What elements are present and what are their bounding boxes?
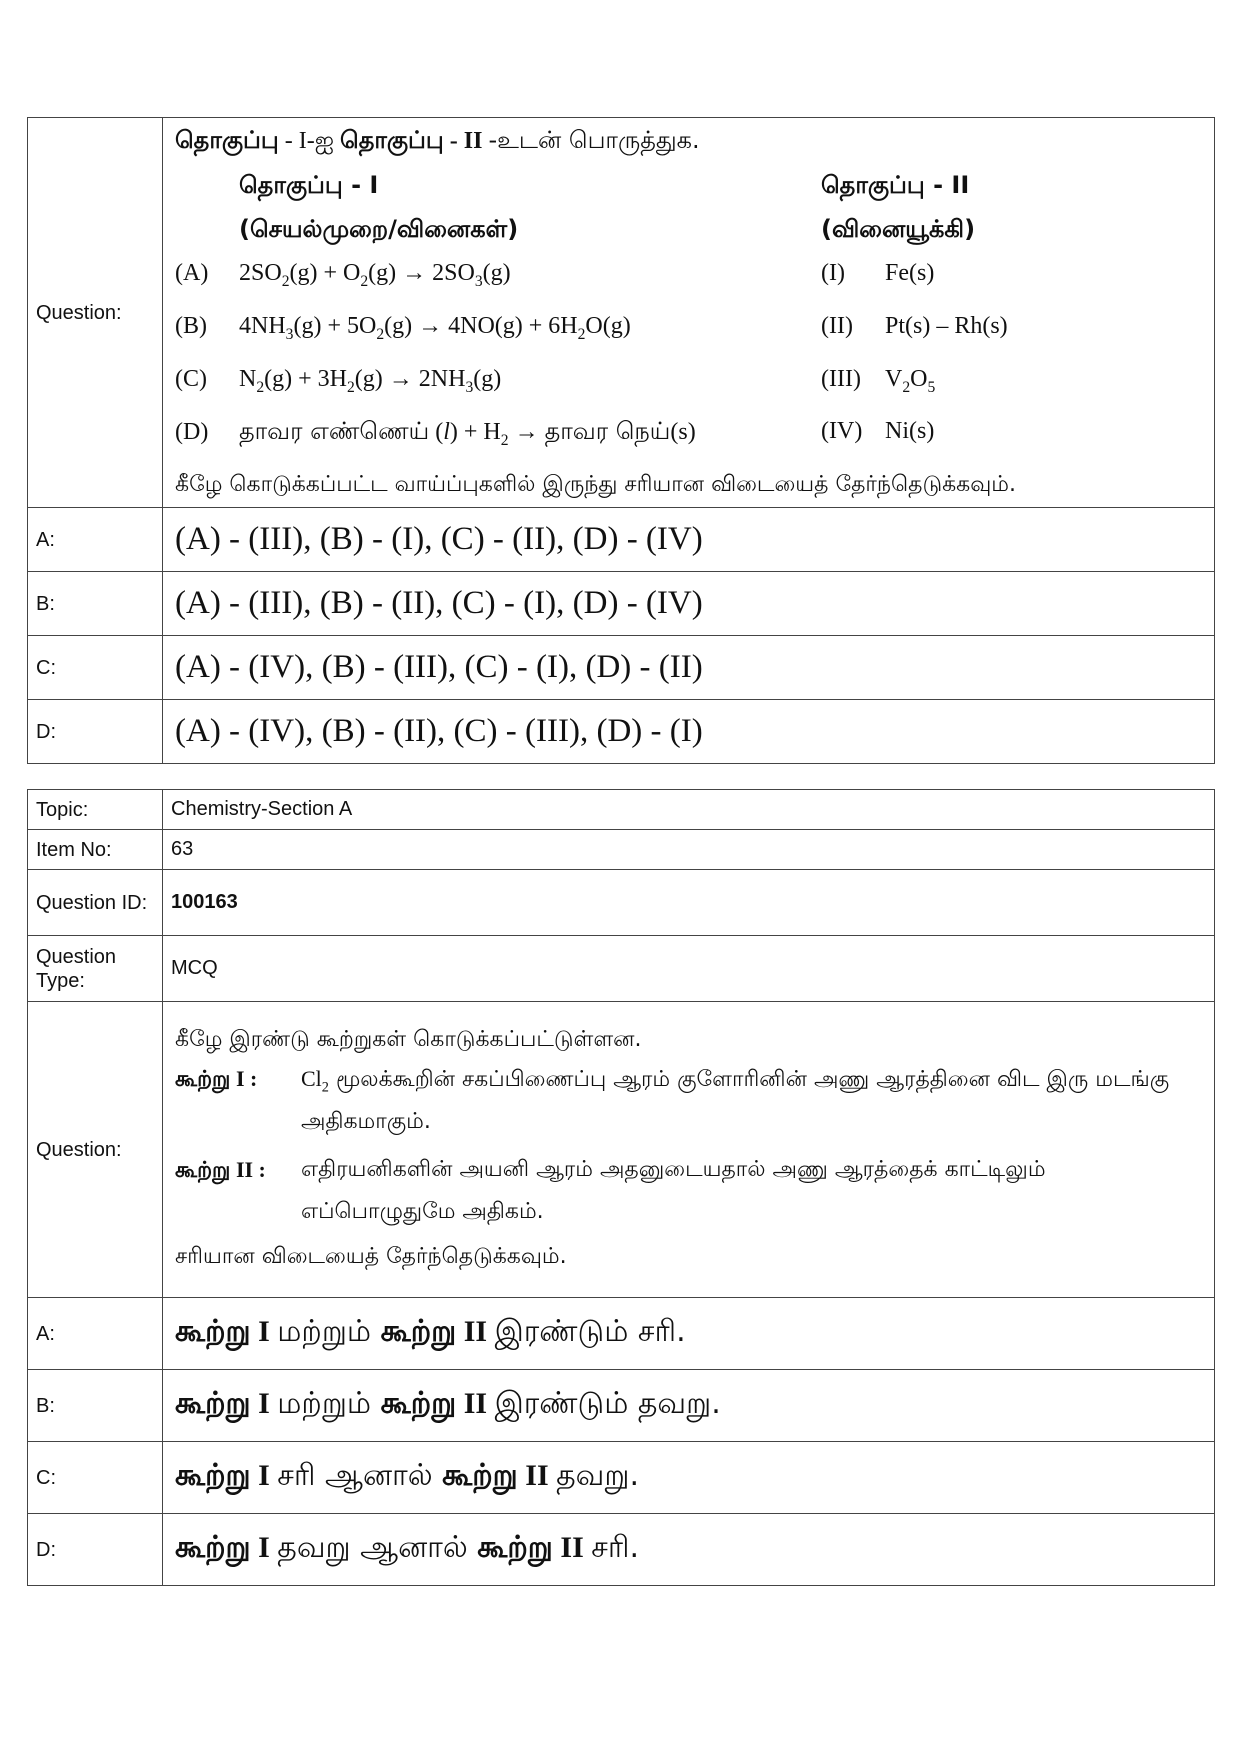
col1-sub: (செயல்முறை/வினைகள்): [239, 215, 519, 243]
column-subheaders: [175, 207, 1214, 251]
question-id-value: 100163: [163, 870, 1215, 936]
option-text: கூற்று I மற்றும் கூற்று II இரண்டும் சரி.: [163, 1298, 1215, 1370]
reaction-equation: $2SO_2(g) + O_2(g) \to 2SO_3(g)$: [239, 260, 511, 290]
option-row: [28, 572, 1215, 636]
match-row: [175, 251, 1214, 304]
statement-1: [175, 1062, 1204, 1138]
instruction: கீழே கொடுக்கப்பட்ட வாய்ப்புகளில் இருந்து சரியான விடையைத் தேர்ந்தெடுக்கவும்.: [175, 472, 1016, 498]
question-body: [163, 118, 1215, 508]
question-type-label: Question Type:: [28, 936, 163, 1002]
topic-label: Topic:: [28, 790, 163, 830]
statements-intro: கீழே இரண்டு கூற்றுகள் கொடுக்கப்பட்டுள்ளன.: [175, 1027, 642, 1053]
question-label: Question:: [28, 1002, 163, 1298]
catalyst-name: Fe(s): [885, 260, 935, 286]
option-label: D:: [28, 700, 163, 764]
catalyst-tag: (IV): [821, 418, 863, 445]
reaction: [175, 251, 821, 304]
instruction: சரியான விடையைத் தேர்ந்தெடுக்கவும்.: [175, 1243, 567, 1269]
statement-2-text: எதிரயனிகளின் அயனி ஆரம் அதனுடையதால் அணு ஆரத்தைக் காட்டிலும் எப்பொழுதுமே அதிகம்.: [301, 1156, 1046, 1224]
intro-part: - I-ஐ: [278, 128, 341, 154]
question-row: [28, 1002, 1215, 1298]
reaction: [175, 409, 821, 463]
question-type-value: MCQ: [163, 936, 1215, 1002]
reaction-equation: $N_2(g) + 3H_2(g) \to 2NH_3(g)$: [239, 365, 502, 396]
intro-part: தொகுப்பு: [175, 126, 279, 154]
question-id-label: Question ID:: [28, 870, 163, 936]
option-row: [28, 700, 1215, 764]
reaction-tag: (A): [175, 260, 209, 286]
question-label: Question:: [28, 118, 163, 508]
meta-row: [28, 830, 1215, 870]
option-label: C:: [28, 1442, 163, 1514]
option-row: [28, 508, 1215, 572]
option-text: (A) - (IV), (B) - (II), (C) - (III), (D) - (I): [163, 700, 1215, 764]
option-label: C:: [28, 636, 163, 700]
reaction-equation: $4NH_3(g) + 5O_2(g) \to 4NO(g) + 6H_2O(g)$: [239, 312, 631, 343]
question-table-2: [27, 789, 1215, 1586]
catalyst: [821, 251, 1214, 304]
option-row: [28, 1514, 1215, 1586]
question-body: [163, 1002, 1215, 1298]
statement-2-key: கூற்று II :: [175, 1156, 266, 1183]
meta-row: [28, 936, 1215, 1002]
match-row: [175, 304, 1214, 357]
option-row: [28, 636, 1215, 700]
option-label: B:: [28, 572, 163, 636]
option-text: கூற்று I மற்றும் கூற்று II இரண்டும் தவறு.: [163, 1370, 1215, 1442]
option-label: A:: [28, 508, 163, 572]
reaction: [175, 357, 821, 410]
col1-head: தொகுப்பு - I: [239, 171, 379, 199]
reaction-tag: (C): [175, 365, 207, 392]
item-no-label: Item No:: [28, 830, 163, 870]
meta-row: [28, 790, 1215, 830]
question-row: [28, 118, 1215, 508]
col2-sub: (வினையூக்கி): [821, 215, 976, 243]
option-label: B:: [28, 1370, 163, 1442]
match-rows: [175, 251, 1214, 463]
option-text: (A) - (III), (B) - (II), (C) - (I), (D) - (IV): [163, 572, 1215, 636]
intro-part: தொகுப்பு: [340, 126, 444, 154]
intro-part: - II: [443, 128, 489, 154]
option-row: [28, 1370, 1215, 1442]
option-row: [28, 1298, 1215, 1370]
reaction-tag: (B): [175, 312, 207, 339]
catalyst-tag: (I): [821, 260, 845, 286]
match-intro: [175, 118, 1214, 163]
reaction: [175, 304, 821, 357]
catalyst-name: Ni(s): [885, 418, 935, 445]
statement-1-text: $Cl_2$ மூலக்கூறின் சகப்பிணைப்பு ஆரம் குளோரினின் அணு ஆரத்தினை விட இரு மடங்கு அதிகமாகும்.: [301, 1066, 1170, 1134]
catalyst-tag: (II): [821, 312, 853, 339]
option-text: கூற்று I சரி ஆனால் கூற்று II தவறு.: [163, 1442, 1215, 1514]
statement-1-key: கூற்று I :: [175, 1066, 258, 1093]
option-text: (A) - (III), (B) - (I), (C) - (II), (D) - (IV): [163, 508, 1215, 572]
statement-2: [175, 1149, 1204, 1233]
option-row: [28, 1442, 1215, 1514]
question-table-1: [27, 117, 1215, 764]
intro-part: -உடன் பொருத்துக.: [488, 126, 700, 154]
option-label: D:: [28, 1514, 163, 1586]
reaction-equation: தாவர எண்ணெய் $(l) + H_2$ → தாவர நெய்(s): [239, 417, 696, 450]
catalyst-name: Pt(s) – Rh(s): [885, 312, 1008, 339]
catalyst: [821, 357, 1214, 410]
catalyst-name: $V_2O_5$: [885, 365, 936, 396]
match-row: [175, 409, 1214, 463]
catalyst-tag: (III): [821, 365, 861, 392]
option-text: கூற்று I தவறு ஆனால் கூற்று II சரி.: [163, 1514, 1215, 1586]
catalyst: [821, 304, 1214, 357]
option-label: A:: [28, 1298, 163, 1370]
reaction-tag: (D): [175, 419, 209, 446]
column-headers: [175, 163, 1214, 207]
option-text: (A) - (IV), (B) - (III), (C) - (I), (D) - (II): [163, 636, 1215, 700]
catalyst: [821, 409, 1214, 463]
item-no-value: 63: [163, 830, 1215, 870]
col2-head: தொகுப்பு - II: [821, 171, 970, 199]
topic-value: Chemistry-Section A: [163, 790, 1215, 830]
match-row: [175, 357, 1214, 410]
meta-row: [28, 870, 1215, 936]
